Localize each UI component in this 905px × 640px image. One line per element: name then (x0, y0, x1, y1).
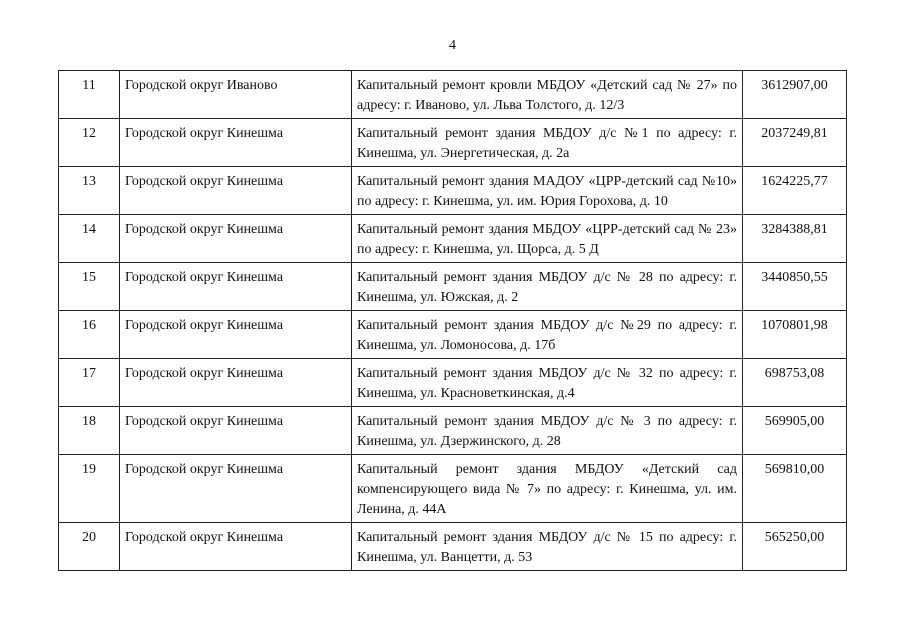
row-number-cell: 15 (59, 263, 120, 311)
table-row (59, 167, 847, 215)
municipality-cell: Городской округ Иваново (120, 71, 352, 119)
description-cell: Капитальный ремонт здания МБДОУ д/с № 15 по адресу: г. Кинешма, ул. Ванцетти, д. 53 (352, 523, 743, 571)
amount-cell: 565250,00 (743, 523, 847, 571)
amount-cell: 3284388,81 (743, 215, 847, 263)
description-cell: Капитальный ремонт здания МБДОУ д/с №29 по адресу: г. Кинешма, ул. Ломоносова, д. 17б (352, 311, 743, 359)
description-cell: Капитальный ремонт здания МБДОУ д/с № 3 по адресу: г. Кинешма, ул. Дзержинского, д. 28 (352, 407, 743, 455)
table-row (59, 455, 847, 523)
description-cell: Капитальный ремонт здания МБДОУ д/с №1 по адресу: г. Кинешма, ул. Энергетическая, д. 2а (352, 119, 743, 167)
table-row (59, 71, 847, 119)
table-row (59, 311, 847, 359)
amount-cell: 1624225,77 (743, 167, 847, 215)
table-body (59, 71, 847, 571)
amount-cell: 569810,00 (743, 455, 847, 523)
municipality-cell: Городской округ Кинешма (120, 407, 352, 455)
amount-cell: 3612907,00 (743, 71, 847, 119)
description-cell: Капитальный ремонт кровли МБДОУ «Детский сад № 27» по адресу: г. Иваново, ул. Льва Толстого, д. 12/3 (352, 71, 743, 119)
table-row (59, 359, 847, 407)
row-number-cell: 14 (59, 215, 120, 263)
row-number-cell: 18 (59, 407, 120, 455)
row-number-cell: 16 (59, 311, 120, 359)
description-cell: Капитальный ремонт здания МБДОУ «Детский сад компенсирующего вида № 7» по адресу: г. Кинешма, ул. им. Ленина, д. 44А (352, 455, 743, 523)
municipality-cell: Городской округ Кинешма (120, 523, 352, 571)
municipality-cell: Городской округ Кинешма (120, 167, 352, 215)
funding-table (58, 70, 847, 571)
amount-cell: 1070801,98 (743, 311, 847, 359)
row-number-cell: 17 (59, 359, 120, 407)
row-number-cell: 19 (59, 455, 120, 523)
table-row (59, 119, 847, 167)
description-cell: Капитальный ремонт здания МАДОУ «ЦРР-детский сад №10» по адресу: г. Кинешма, ул. им. Юрия Горохова, д. 10 (352, 167, 743, 215)
row-number-cell: 13 (59, 167, 120, 215)
description-cell: Капитальный ремонт здания МБДОУ «ЦРР-детский сад № 23» по адресу: г. Кинешма, ул. Щорса, д. 5 Д (352, 215, 743, 263)
page-number: 4 (449, 38, 456, 53)
table-row (59, 215, 847, 263)
municipality-cell: Городской округ Кинешма (120, 119, 352, 167)
row-number-cell: 20 (59, 523, 120, 571)
row-number-cell: 11 (59, 71, 120, 119)
amount-cell: 698753,08 (743, 359, 847, 407)
table-row (59, 523, 847, 571)
municipality-cell: Городской округ Кинешма (120, 311, 352, 359)
municipality-cell: Городской округ Кинешма (120, 455, 352, 523)
amount-cell: 2037249,81 (743, 119, 847, 167)
municipality-cell: Городской округ Кинешма (120, 359, 352, 407)
description-cell: Капитальный ремонт здания МБДОУ д/с № 32 по адресу: г. Кинешма, ул. Красноветкинская, д.4 (352, 359, 743, 407)
row-number-cell: 12 (59, 119, 120, 167)
municipality-cell: Городской округ Кинешма (120, 215, 352, 263)
amount-cell: 569905,00 (743, 407, 847, 455)
table-row (59, 263, 847, 311)
municipality-cell: Городской округ Кинешма (120, 263, 352, 311)
amount-cell: 3440850,55 (743, 263, 847, 311)
description-cell: Капитальный ремонт здания МБДОУ д/с № 28 по адресу: г. Кинешма, ул. Южская, д. 2 (352, 263, 743, 311)
table-row (59, 407, 847, 455)
